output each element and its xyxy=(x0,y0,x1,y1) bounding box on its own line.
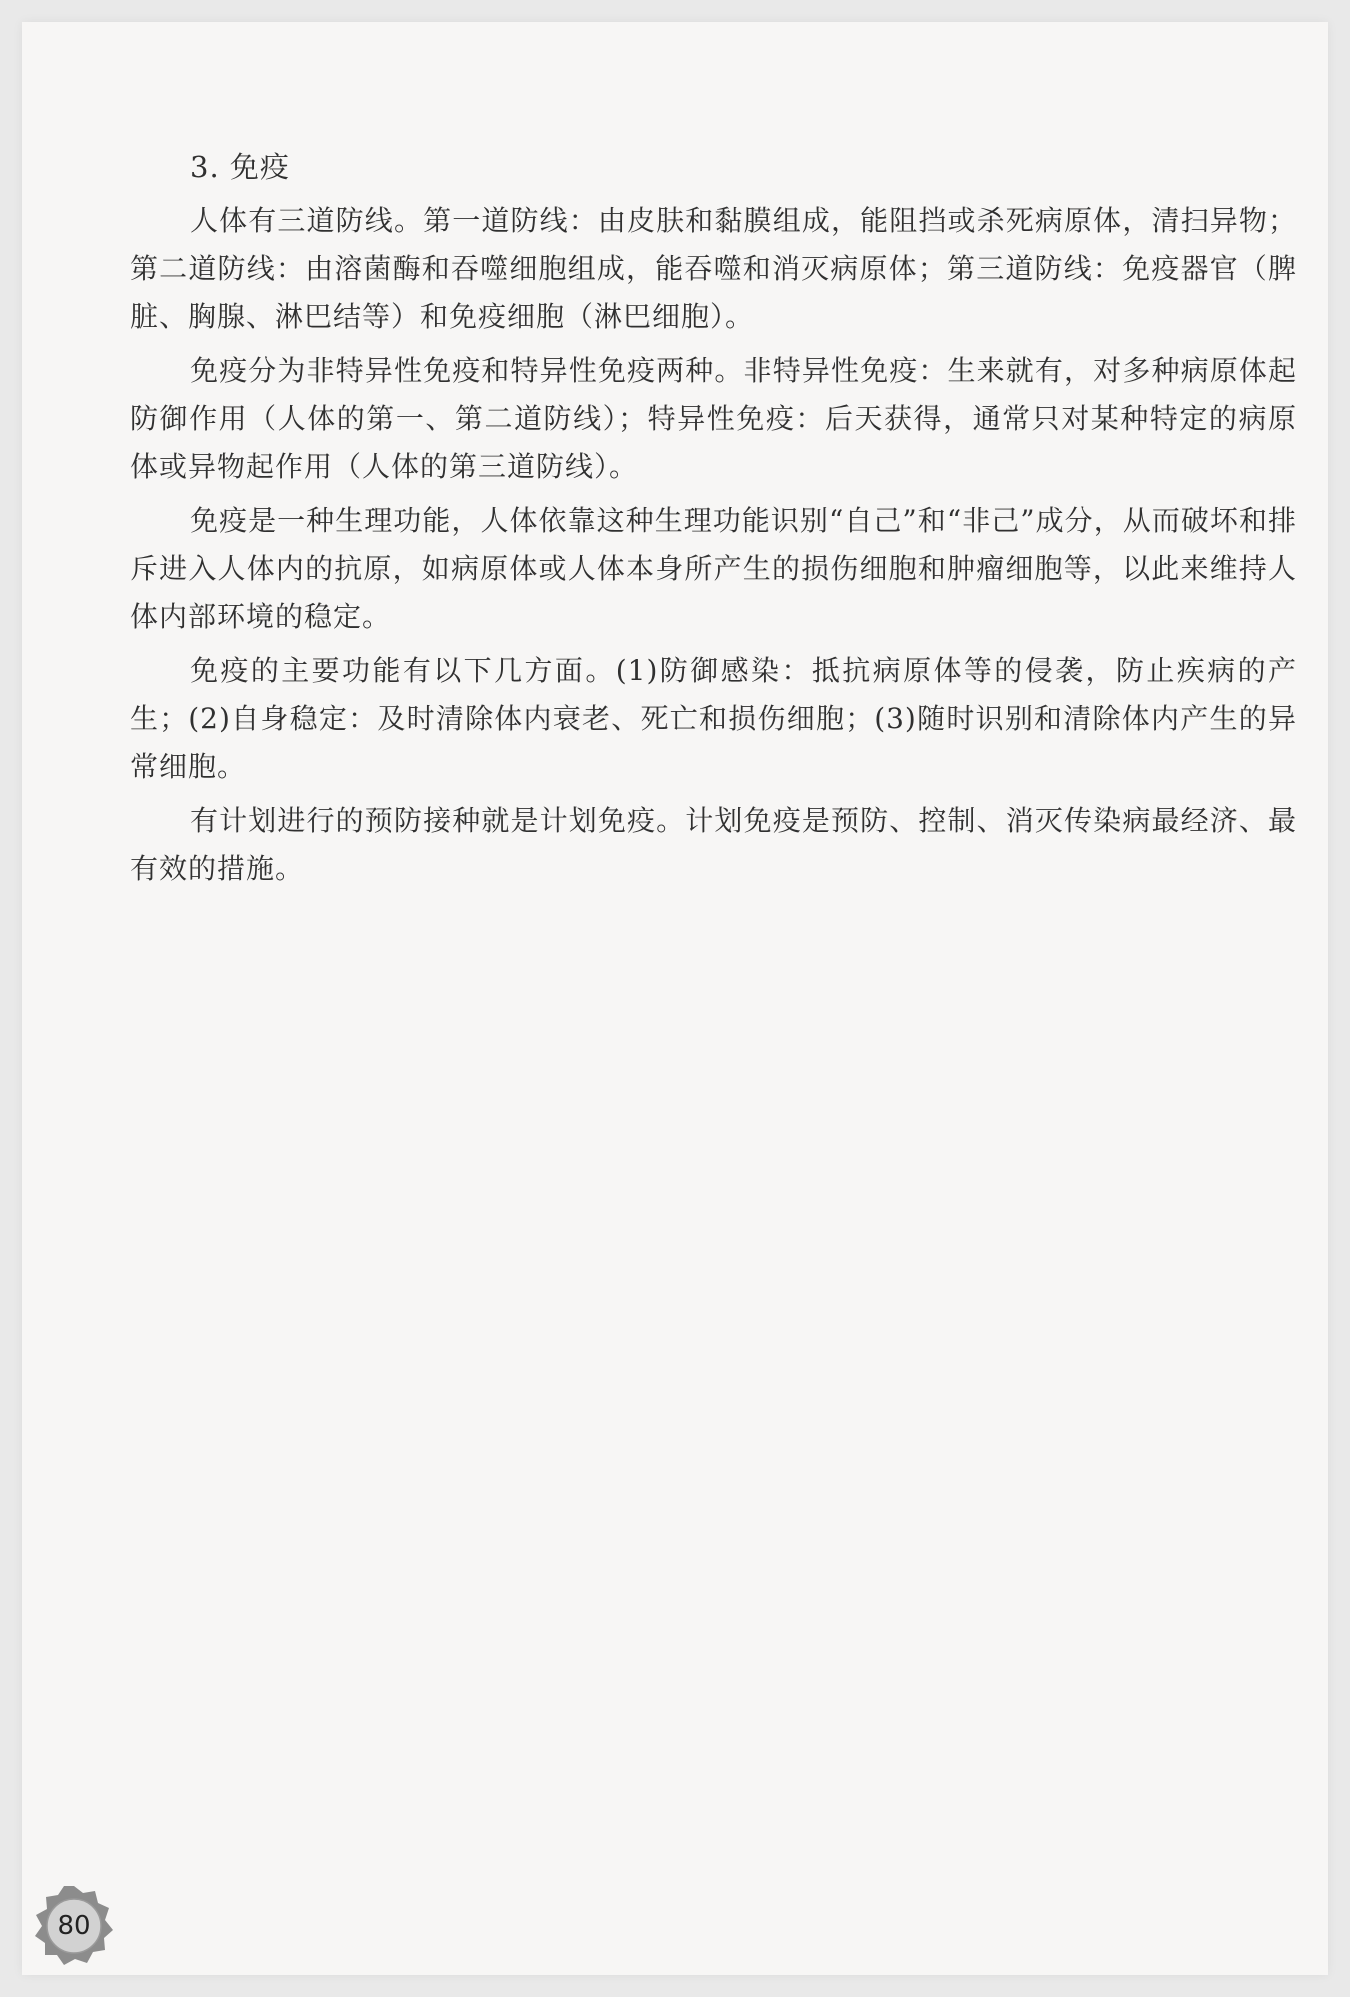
paragraph-immunity-types: 免疫分为非特异性免疫和特异性免疫两种。非特异性免疫：生来就有，对多种病原体起防御作用（人体的第一、第二道防线）；特异性免疫：后天获得，通常只对某种特定的病原体或异物起作用（人体的第三道防线）。 xyxy=(130,354,1297,483)
paragraph-main-functions: 免疫的主要功能有以下几方面。(1)防御感染：抵抗病原体等的侵袭，防止疾病的产生；(2)自身稳定：及时清除体内衰老、死亡和损伤细胞；(3)随时识别和清除体内产生的异常细胞。 xyxy=(130,654,1297,783)
document-page xyxy=(22,22,1328,1975)
paragraph-defense-lines: 人体有三道防线。第一道防线：由皮肤和黏膜组成，能阻挡或杀死病原体，清扫异物；第二道防线：由溶菌酶和吞噬细胞组成，能吞噬和消灭病原体；第三道防线：免疫器官（脾脏、胸腺、淋巴结等）和免疫细胞（淋巴细胞）。 xyxy=(130,204,1297,333)
page-number-badge xyxy=(30,1882,118,1970)
page-content xyxy=(130,137,1297,899)
paragraph-immunity-function: 免疫是一种生理功能，人体依靠这种生理功能识别“自己”和“非己”成分，从而破坏和排斥进入人体内的抗原，如病原体或人体本身所产生的损伤细胞和肿瘤细胞等，以此来维持人体内部环境的稳定。 xyxy=(130,504,1297,633)
paragraph-planned-immunization: 有计划进行的预防接种就是计划免疫。计划免疫是预防、控制、消灭传染病最经济、最有效的措施。 xyxy=(130,804,1297,885)
page-number: 80 xyxy=(57,1911,91,1941)
section-heading: 3. 免疫 xyxy=(190,150,290,184)
